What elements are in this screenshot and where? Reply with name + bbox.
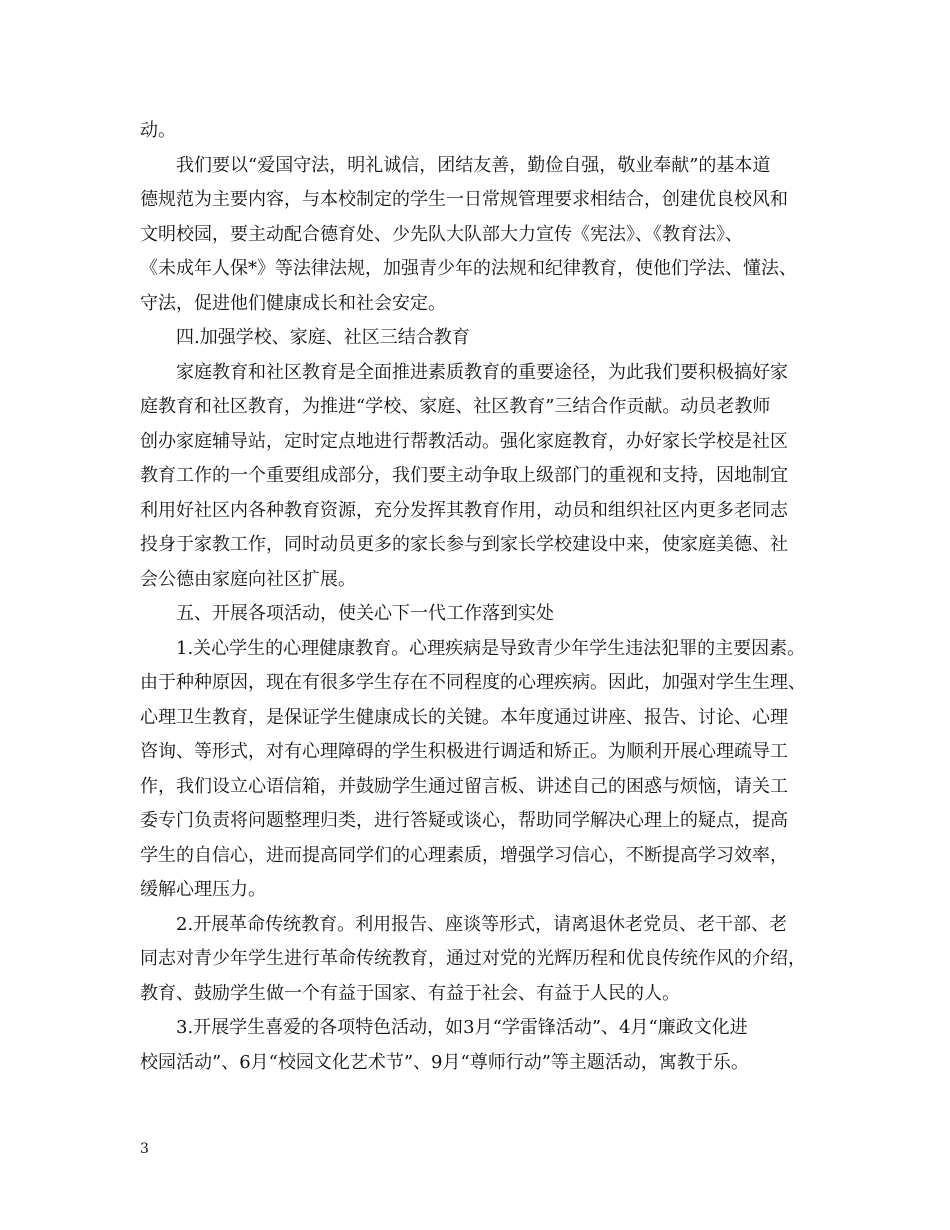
text-line: 校园活动”、6月“校园文化艺术节”、9月“尊师行动”等主题活动，寓教于乐。 xyxy=(140,1051,749,1073)
section-heading: 五、开展各项活动，使关心下一代工作落到实处 xyxy=(176,603,554,624)
text-line: 投身于家教工作，同时动员更多的家长参与到家长学校建设中来，使家庭美德、社 xyxy=(140,534,788,555)
text-line: 委专门负责将问题整理归类，进行答疑或谈心，帮助同学解决心理上的疑点，提高 xyxy=(140,810,788,831)
text-line: 庭教育和社区教育，为推进“学校、家庭、社区教育”三结合作贡献。动员老教师 xyxy=(140,396,771,417)
text-line: 咨询、等形式，对有心理障碍的学生积极进行调适和矫正。为顺利开展心理疏导工 xyxy=(140,741,788,762)
text-line: 《未成年人保*》等法律法规，加强青少年的法规和纪律教育，使他们学法、懂法、 xyxy=(140,258,797,279)
text-line: 由于种种原因，现在有很多学生存在不同程度的心理疾病。因此，加强对学生生理、 xyxy=(140,672,806,693)
text-line: 我们要以“爱国守法，明礼诚信，团结友善，勤俭自强，敬业奉献”的基本道 xyxy=(176,154,771,176)
text-line: 守法，促进他们健康成长和社会安定。 xyxy=(140,292,446,314)
text-line: 创办家庭辅导站，定时定点地进行帮教活动。强化家庭教育，办好家长学校是社区 xyxy=(140,430,788,452)
text-line: 文明校园，要主动配合德育处、少先队大队部大力宣传《宪法》、《教育法》、 xyxy=(140,223,743,245)
text-line: 3.开展学生喜爱的各项特色活动，如3月“学雷锋活动”、4月“廉政文化进 xyxy=(176,1017,748,1038)
document-body xyxy=(140,114,820,1080)
page-number: 3 xyxy=(140,1141,149,1157)
text-line: 1.关心学生的心理健康教育。心理疾病是导致青少年学生违法犯罪的主要因素。 xyxy=(176,637,806,659)
text-line: 教育、鼓励学生做一个有益于国家、有益于社会、有益于人民的人。 xyxy=(140,982,680,1004)
text-line: 利用好社区内各种教育资源，充分发挥其教育作用，动员和组织社区内更多老同志 xyxy=(140,499,788,521)
text-line: 作，我们设立心语信箱，并鼓励学生通过留言板、讲述自己的困惑与烦恼，请关工 xyxy=(140,775,788,797)
text-line: 2.开展革命传统教育。利用报告、座谈等形式，请离退休老党员、老干部、老 xyxy=(176,913,788,935)
section-heading: 四.加强学校、家庭、社区三结合教育 xyxy=(176,327,470,348)
text-line: 家庭教育和社区教育是全面推进素质教育的重要途径，为此我们要积极搞好家 xyxy=(176,361,788,383)
text-line: 会公德由家庭向社区扩展。 xyxy=(140,568,356,590)
text-line: 教育工作的一个重要组成部分，我们要主动争取上级部门的重视和支持，因地制宜 xyxy=(140,465,788,486)
text-line: 学生的自信心，进而提高同学们的心理素质，增强学习信心，不断提高学习效率， xyxy=(140,844,788,866)
text-line: 心理卫生教育，是保证学生健康成长的关键。本年度通过讲座、报告、讨论、心理 xyxy=(140,706,788,728)
text-line: 动。 xyxy=(140,120,176,141)
text-line: 德规范为主要内容，与本校制定的学生一日常规管理要求相结合，创建优良校风和 xyxy=(140,189,788,210)
text-line: 同志对青少年学生进行革命传统教育，通过对党的光辉历程和优良传统作风的介绍， xyxy=(140,948,806,969)
text-line: 缓解心理压力。 xyxy=(140,879,266,900)
